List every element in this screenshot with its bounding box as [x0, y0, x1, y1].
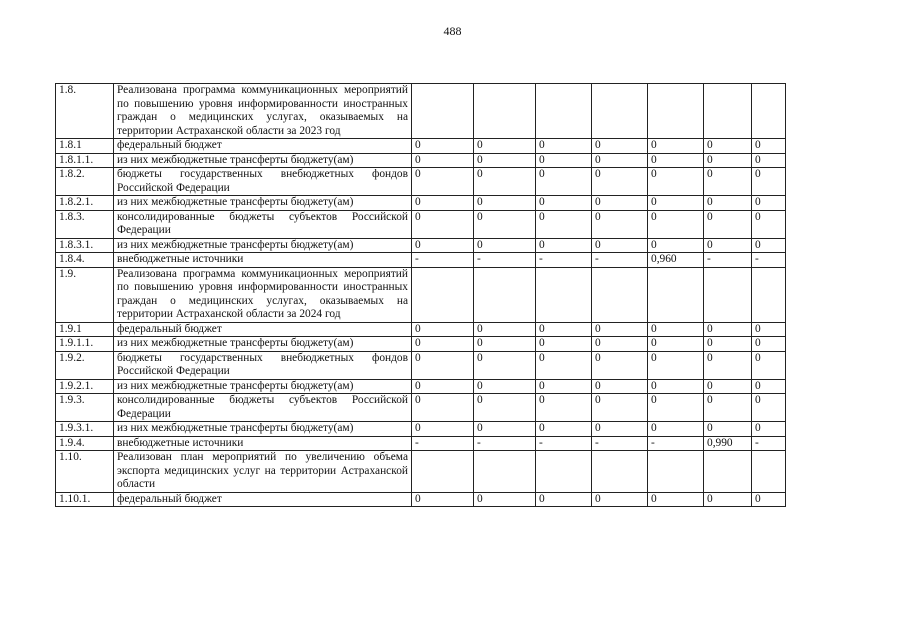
row-description: бюджеты государственных внебюджетных фондов Российской Федерации [114, 168, 412, 196]
value-cell [412, 267, 474, 322]
value-cell: - [474, 253, 536, 268]
row-number: 1.9.1.1. [56, 337, 114, 352]
value-cell: 0 [474, 492, 536, 507]
value-cell: 0 [752, 168, 786, 196]
value-cell [704, 451, 752, 493]
value-cell: 0,990 [704, 436, 752, 451]
value-cell: 0 [592, 238, 648, 253]
value-cell [648, 84, 704, 139]
value-cell [536, 267, 592, 322]
value-cell: 0 [412, 322, 474, 337]
value-cell: 0 [412, 139, 474, 154]
value-cell: 0 [474, 196, 536, 211]
row-description: федеральный бюджет [114, 492, 412, 507]
value-cell: 0 [704, 168, 752, 196]
table-row [56, 267, 786, 322]
value-cell: 0 [412, 394, 474, 422]
row-description: из них межбюджетные трансферты бюджету(ам) [114, 379, 412, 394]
value-cell: 0 [592, 492, 648, 507]
value-cell: 0 [592, 322, 648, 337]
row-description: Реализована программа коммуникационных мероприятий по повышению уровня информированности иностранных граждан о медицинских услугах, оказываемых на территории Астраханской области за 2023 год [114, 84, 412, 139]
value-cell: 0 [704, 196, 752, 211]
value-cell [474, 267, 536, 322]
value-cell: 0 [592, 337, 648, 352]
row-description: федеральный бюджет [114, 139, 412, 154]
value-cell: - [536, 436, 592, 451]
value-cell: 0 [536, 210, 592, 238]
table-row [56, 84, 786, 139]
value-cell: 0 [412, 337, 474, 352]
row-number: 1.8.4. [56, 253, 114, 268]
row-description: из них межбюджетные трансферты бюджету(ам) [114, 337, 412, 352]
value-cell: - [474, 436, 536, 451]
value-cell [752, 84, 786, 139]
value-cell: 0 [474, 322, 536, 337]
value-cell: - [412, 436, 474, 451]
value-cell: 0 [704, 351, 752, 379]
row-number: 1.8.3. [56, 210, 114, 238]
row-number: 1.8.1.1. [56, 153, 114, 168]
row-number: 1.9.2. [56, 351, 114, 379]
value-cell: 0 [648, 139, 704, 154]
page-number: 488 [443, 24, 462, 38]
value-cell [704, 267, 752, 322]
value-cell: 0 [704, 492, 752, 507]
value-cell: 0 [474, 210, 536, 238]
value-cell [592, 84, 648, 139]
value-cell: 0 [592, 210, 648, 238]
value-cell: 0 [704, 139, 752, 154]
value-cell: 0 [704, 337, 752, 352]
value-cell: 0 [648, 351, 704, 379]
value-cell [648, 451, 704, 493]
value-cell: 0 [648, 196, 704, 211]
table-row [56, 451, 786, 493]
value-cell: 0 [648, 379, 704, 394]
value-cell: 0 [592, 422, 648, 437]
row-description: консолидированные бюджеты субъектов Российской Федерации [114, 394, 412, 422]
value-cell: 0 [474, 422, 536, 437]
value-cell: - [648, 436, 704, 451]
row-description: из них межбюджетные трансферты бюджету(ам) [114, 422, 412, 437]
value-cell: 0 [704, 422, 752, 437]
value-cell: 0 [592, 394, 648, 422]
row-description: из них межбюджетные трансферты бюджету(ам) [114, 238, 412, 253]
value-cell: - [752, 436, 786, 451]
value-cell: - [412, 253, 474, 268]
value-cell: 0 [536, 322, 592, 337]
row-description: из них межбюджетные трансферты бюджету(ам) [114, 153, 412, 168]
value-cell [752, 267, 786, 322]
value-cell: 0 [592, 196, 648, 211]
value-cell [412, 84, 474, 139]
value-cell: 0 [412, 492, 474, 507]
row-number: 1.9.3.1. [56, 422, 114, 437]
row-number: 1.9.4. [56, 436, 114, 451]
value-cell: 0 [704, 210, 752, 238]
value-cell: - [592, 253, 648, 268]
value-cell: 0 [536, 492, 592, 507]
value-cell: 0 [474, 394, 536, 422]
row-number: 1.8.1 [56, 139, 114, 154]
value-cell: - [536, 253, 592, 268]
value-cell: 0 [412, 196, 474, 211]
value-cell: 0 [704, 238, 752, 253]
value-cell: 0 [412, 238, 474, 253]
value-cell: 0 [648, 238, 704, 253]
value-cell: 0 [536, 394, 592, 422]
row-number: 1.9.3. [56, 394, 114, 422]
value-cell [536, 451, 592, 493]
value-cell: 0 [704, 379, 752, 394]
value-cell: 0 [752, 492, 786, 507]
value-cell: - [704, 253, 752, 268]
value-cell: 0 [474, 168, 536, 196]
value-cell: 0 [648, 422, 704, 437]
row-number: 1.8.2.1. [56, 196, 114, 211]
value-cell: 0 [536, 422, 592, 437]
value-cell: 0 [592, 168, 648, 196]
table-row [56, 153, 786, 168]
row-number: 1.8.2. [56, 168, 114, 196]
row-number: 1.9.2.1. [56, 379, 114, 394]
table-body [56, 84, 786, 507]
value-cell: 0 [474, 153, 536, 168]
row-description: внебюджетные источники [114, 436, 412, 451]
value-cell: 0 [592, 351, 648, 379]
value-cell: 0 [648, 210, 704, 238]
value-cell: 0 [536, 238, 592, 253]
value-cell: 0 [648, 168, 704, 196]
value-cell: 0 [648, 492, 704, 507]
value-cell: 0 [474, 379, 536, 394]
value-cell: 0 [474, 238, 536, 253]
value-cell: 0,960 [648, 253, 704, 268]
row-description: федеральный бюджет [114, 322, 412, 337]
table-row [56, 253, 786, 268]
value-cell [648, 267, 704, 322]
value-cell: 0 [412, 153, 474, 168]
row-description: Реализована программа коммуникационных мероприятий по повышению уровня информированности иностранных граждан о медицинских услугах, оказываемых на территории Астраханской области за 2024 год [114, 267, 412, 322]
value-cell: 0 [752, 351, 786, 379]
value-cell: 0 [474, 351, 536, 379]
table-row [56, 394, 786, 422]
table-row [56, 238, 786, 253]
row-number: 1.8.3.1. [56, 238, 114, 253]
value-cell [752, 451, 786, 493]
value-cell: 0 [592, 139, 648, 154]
value-cell: - [752, 253, 786, 268]
value-cell: 0 [474, 337, 536, 352]
table-row [56, 196, 786, 211]
table-row [56, 351, 786, 379]
table-row [56, 337, 786, 352]
value-cell: 0 [704, 394, 752, 422]
table-row [56, 379, 786, 394]
row-description: из них межбюджетные трансферты бюджету(ам) [114, 196, 412, 211]
value-cell [474, 84, 536, 139]
value-cell: 0 [536, 379, 592, 394]
value-cell: 0 [752, 394, 786, 422]
value-cell [592, 451, 648, 493]
value-cell: 0 [412, 210, 474, 238]
table-row [56, 168, 786, 196]
table-row [56, 210, 786, 238]
value-cell [474, 451, 536, 493]
value-cell [704, 84, 752, 139]
row-description: внебюджетные источники [114, 253, 412, 268]
table-row [56, 492, 786, 507]
value-cell: 0 [474, 139, 536, 154]
value-cell [412, 451, 474, 493]
value-cell: 0 [752, 196, 786, 211]
row-description: консолидированные бюджеты субъектов Российской Федерации [114, 210, 412, 238]
table-row [56, 436, 786, 451]
value-cell: - [592, 436, 648, 451]
value-cell: 0 [752, 322, 786, 337]
value-cell: 0 [648, 337, 704, 352]
value-cell: 0 [704, 322, 752, 337]
value-cell: 0 [752, 238, 786, 253]
value-cell: 0 [536, 337, 592, 352]
value-cell: 0 [592, 379, 648, 394]
budget-table [55, 83, 786, 507]
value-cell: 0 [412, 351, 474, 379]
value-cell: 0 [752, 337, 786, 352]
value-cell [536, 84, 592, 139]
value-cell: 0 [752, 422, 786, 437]
value-cell: 0 [412, 168, 474, 196]
row-description: бюджеты государственных внебюджетных фондов Российской Федерации [114, 351, 412, 379]
value-cell: 0 [704, 153, 752, 168]
value-cell: 0 [536, 168, 592, 196]
value-cell: 0 [412, 422, 474, 437]
row-number: 1.9.1 [56, 322, 114, 337]
row-number: 1.9. [56, 267, 114, 322]
value-cell: 0 [648, 394, 704, 422]
value-cell: 0 [412, 379, 474, 394]
table-row [56, 139, 786, 154]
row-description: Реализован план мероприятий по увеличению объема экспорта медицинских услуг на территории Астраханской области [114, 451, 412, 493]
value-cell: 0 [536, 196, 592, 211]
value-cell: 0 [752, 379, 786, 394]
row-number: 1.8. [56, 84, 114, 139]
value-cell: 0 [752, 210, 786, 238]
value-cell: 0 [648, 322, 704, 337]
value-cell: 0 [536, 351, 592, 379]
table-row [56, 322, 786, 337]
value-cell: 0 [592, 153, 648, 168]
value-cell: 0 [536, 153, 592, 168]
value-cell: 0 [648, 153, 704, 168]
value-cell: 0 [752, 139, 786, 154]
value-cell: 0 [536, 139, 592, 154]
value-cell: 0 [752, 153, 786, 168]
table-row [56, 422, 786, 437]
row-number: 1.10. [56, 451, 114, 493]
row-number: 1.10.1. [56, 492, 114, 507]
value-cell [592, 267, 648, 322]
